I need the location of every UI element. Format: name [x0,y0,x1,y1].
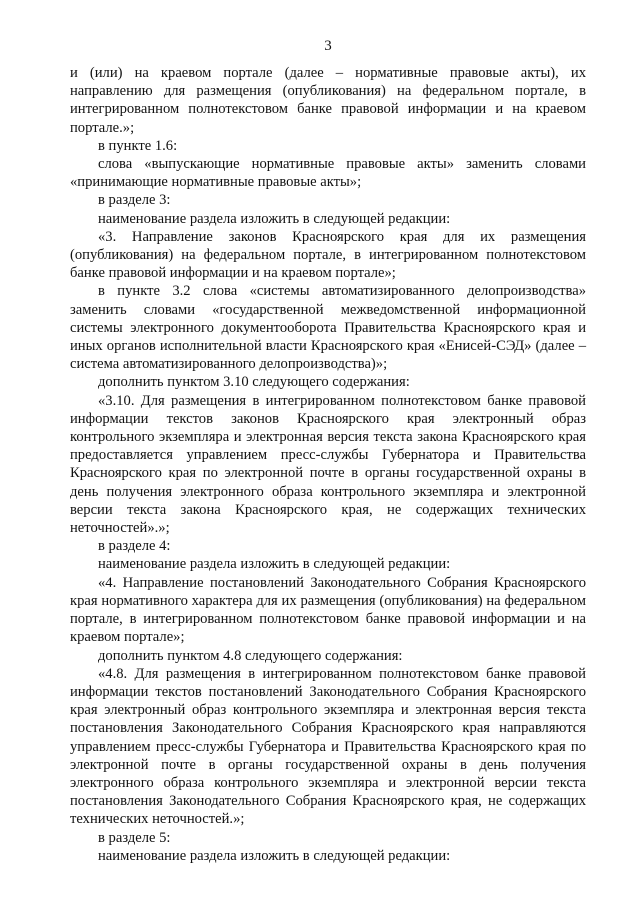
paragraph-section-3-title: «3. Направление законов Красноярского края для их размещения (опубликования) на федеральном портале, в интегрированном полнотекстовом банке правовой информации и на краевом портале»; [70,228,586,282]
paragraph-section-5: в разделе 5: [98,829,171,846]
page-number: 3 [324,38,332,54]
paragraph-section-4: в разделе 4: [98,538,171,555]
paragraph-clause-1-6: в пункте 1.6: [98,137,178,154]
paragraph-clause-4-8: «4.8. Для размещения в интегрированном полнотекстовом банке правовой информации текстов постановлений Законодательного Собрания Красноярского края электронный образ контрольного экземпляра и электронная версия текста постановления Законодательного Собрания Красноярского края направляются управлением пресс-службы Губернатора и Правительства Красноярского края по электронной почте в органы государственной охраны в день получения электронного образа контрольного экземпляра и электронной версии текста постановления Законодательного Собрания Красноярского края, не содержащих технических неточностей.»; [70,665,586,828]
paragraph-add-3-10: дополнить пунктом 3.10 следующего содержания: [98,374,410,391]
paragraph-section-title-intro: наименование раздела изложить в следующей редакции: [98,210,451,227]
document-body [70,64,586,865]
paragraph-add-4-8: дополнить пунктом 4.8 следующего содержания: [98,647,403,664]
paragraph-clause-3-10: «3.10. Для размещения в интегрированном полнотекстовом банке правовой информации текстов законов Красноярского края электронный образ контрольного экземпляра и электронная версия текста закона Красноярского края предоставляется управлением пресс-службы Губернатора и Правительства Красноярского края по электронной почте в органы государственной охраны в день получения электронного образа контрольного экземпляра и электронной версии текста закона Красноярского края, не содержащих технических неточностей».»; [70,392,586,537]
paragraph-clause-3-2: в пункте 3.2 слова «системы автоматизированного делопроизводства» заменить словами «государственной межведомственной информационной системы электронного документооборота Правительства Красноярского края и иных органов исполнительной власти Красноярского края «Енисей-СЭД» (далее – система автоматизированного делопроизводства)»; [70,283,586,373]
paragraph-continuation: и (или) на краевом портале (далее – нормативные правовые акты), их направлению для размещения (опубликования) на федеральном портале, в интегрированном полнотекстовом банке правовой информации и на краевом портале.»; [70,65,586,136]
paragraph-section-title-intro: наименование раздела изложить в следующей редакции: [98,847,451,864]
paragraph-section-3: в разделе 3: [98,192,171,209]
paragraph-words-replace: слова «выпускающие нормативные правовые акты» заменить словами «принимающие нормативные правовые акты»; [70,156,586,191]
paragraph-section-4-title: «4. Направление постановлений Законодательного Собрания Красноярского края нормативного характера для их размещения (опубликования) на федеральном портале, в интегрированном полнотекстовом банке правовой информации и на краевом портале»; [70,574,586,646]
paragraph-section-title-intro: наименование раздела изложить в следующей редакции: [98,556,451,573]
